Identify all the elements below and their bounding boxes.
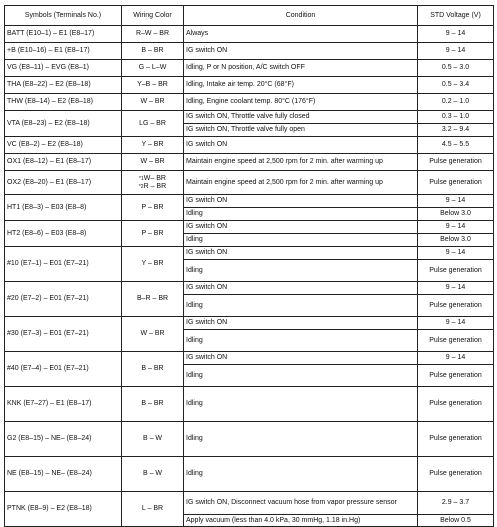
voltage-cell: Pulse generation	[418, 387, 494, 422]
footnote-marker: *1	[139, 175, 144, 182]
wiring-color-cell: R–W – BR	[122, 26, 184, 43]
symbol-cell: THW (E8–14) – E2 (E8–18)	[5, 94, 122, 111]
table-row	[5, 221, 494, 234]
condition-cell: Idling	[184, 365, 418, 387]
wiring-color-cell: B – BR	[122, 387, 184, 422]
table-row	[5, 94, 494, 111]
symbol-cell: THA (E8–22) – E2 (E8–18)	[5, 77, 122, 94]
symbol-cell: VTA (E8–23) – E2 (E8–18)	[5, 111, 122, 137]
condition-cell: IG switch ON	[184, 195, 418, 208]
wiring-color-cell: B – BR	[122, 352, 184, 387]
table-row	[5, 77, 494, 94]
condition-cell: Idling	[184, 295, 418, 317]
symbol-cell: VG (E8–11) – EVG (E8–1)	[5, 60, 122, 77]
table-row	[5, 282, 494, 295]
symbol-cell: HT2 (E8–6) – E03 (E8–8)	[5, 221, 122, 247]
voltage-cell: Pulse generation	[418, 295, 494, 317]
voltage-cell: 0.5 – 3.0	[418, 60, 494, 77]
symbol-cell: KNK (E7–27) – E1 (E8–17)	[5, 387, 122, 422]
table-header-row	[5, 6, 494, 26]
table-row	[5, 422, 494, 457]
voltage-cell: 2.9 – 3.7	[418, 492, 494, 515]
condition-cell: IG switch ON, Throttle valve fully open	[184, 124, 418, 137]
table-row	[5, 111, 494, 124]
voltage-cell: 9 – 14	[418, 221, 494, 234]
wiring-color-cell: B – BR	[122, 43, 184, 60]
condition-cell: Maintain engine speed at 2,500 rpm for 2 min. after warming up	[184, 154, 418, 171]
condition-cell: IG switch ON	[184, 317, 418, 330]
voltage-cell: Pulse generation	[418, 365, 494, 387]
symbol-cell: PTNK (E8–9) – E2 (E8–18)	[5, 492, 122, 527]
wiring-color-cell: B–R – BR	[122, 282, 184, 317]
voltage-cell: 9 – 14	[418, 247, 494, 260]
header-condition: Condition	[184, 6, 418, 26]
voltage-cell: Below 3.0	[418, 208, 494, 221]
symbol-cell: +B (E10–16) – E1 (E8–17)	[5, 43, 122, 60]
voltage-cell: 4.5 – 5.5	[418, 137, 494, 154]
voltage-cell: Pulse generation	[418, 330, 494, 352]
wiring-color-option-1: $^{*1}$W– BR	[139, 174, 166, 182]
voltage-cell: 0.5 – 3.4	[418, 77, 494, 94]
voltage-cell: Pulse generation	[418, 422, 494, 457]
header-std-voltage: STD Voltage (V)	[418, 6, 494, 26]
symbol-cell: #30 (E7–3) – E01 (E7–21)	[5, 317, 122, 352]
wiring-color-cell: Y – BR	[122, 137, 184, 154]
symbol-cell: OX2 (E8–20) – E1 (E8–17)	[5, 171, 122, 195]
symbol-cell: BATT (E10–1) – E1 (E8–17)	[5, 26, 122, 43]
voltage-cell: Pulse generation	[418, 457, 494, 492]
table-row	[5, 195, 494, 208]
voltage-cell: Pulse generation	[418, 154, 494, 171]
condition-cell: Always	[184, 26, 418, 43]
condition-cell: Idling	[184, 330, 418, 352]
condition-cell: Idling, Engine coolant temp. 80°C (176°F)	[184, 94, 418, 111]
table-row	[5, 247, 494, 260]
condition-cell: Idling	[184, 260, 418, 282]
wiring-color-cell: B – W	[122, 457, 184, 492]
voltage-cell: 9 – 14	[418, 43, 494, 60]
voltage-cell: 9 – 14	[418, 282, 494, 295]
wiring-color-cell: W – BR	[122, 317, 184, 352]
table-row	[5, 457, 494, 492]
table-row	[5, 171, 494, 195]
wiring-color-cell: LG – BR	[122, 111, 184, 137]
table-row	[5, 154, 494, 171]
condition-cell: IG switch ON	[184, 247, 418, 260]
wiring-color-cell: G – L–W	[122, 60, 184, 77]
voltage-cell: 9 – 14	[418, 26, 494, 43]
condition-cell: Idling	[184, 234, 418, 247]
wiring-color-cell: L – BR	[122, 492, 184, 527]
wiring-color-cell: P – BR	[122, 195, 184, 221]
voltage-cell: 9 – 14	[418, 352, 494, 365]
table-row	[5, 492, 494, 515]
table-row	[5, 137, 494, 154]
condition-cell: Maintain engine speed at 2,500 rpm for 2 min. after warming up	[184, 171, 418, 195]
condition-cell: Apply vacuum (less than 4.0 kPa, 30 mmHg, 1.18 in.Hg)	[184, 515, 418, 527]
condition-cell: Idling	[184, 457, 418, 492]
header-symbols: Symbols (Terminals No.)	[5, 6, 122, 26]
wiring-color-cell: Y–B – BR	[122, 77, 184, 94]
symbol-cell: #20 (E7–2) – E01 (E7–21)	[5, 282, 122, 317]
condition-cell: IG switch ON	[184, 43, 418, 60]
voltage-cell: 3.2 – 9.4	[418, 124, 494, 137]
wiring-color-option-2: $^{*2}$R – BR	[138, 182, 167, 190]
wiring-color-cell: W – BR	[122, 94, 184, 111]
footnote-marker: *2	[138, 183, 144, 190]
condition-cell: IG switch ON	[184, 352, 418, 365]
condition-cell: Idling	[184, 387, 418, 422]
condition-cell: Idling, P or N position, A/C switch OFF	[184, 60, 418, 77]
table-row	[5, 387, 494, 422]
wiring-color-cell: W – BR	[122, 154, 184, 171]
symbol-cell: #10 (E7–1) – E01 (E7–21)	[5, 247, 122, 282]
table-row	[5, 43, 494, 60]
symbol-cell: VC (E8–2) – E2 (E8–18)	[5, 137, 122, 154]
table-row	[5, 26, 494, 43]
voltage-cell: Pulse generation	[418, 171, 494, 195]
table-row	[5, 60, 494, 77]
voltage-cell: 9 – 14	[418, 195, 494, 208]
wiring-color-cell: P – BR	[122, 221, 184, 247]
condition-cell: IG switch ON, Throttle valve fully closed	[184, 111, 418, 124]
voltage-cell: Below 0.5	[418, 515, 494, 527]
symbol-cell: G2 (E8–15) – NE– (E8–24)	[5, 422, 122, 457]
condition-cell: Idling	[184, 208, 418, 221]
symbol-cell: HT1 (E8–3) – E03 (E8–8)	[5, 195, 122, 221]
voltage-cell: 9 – 14	[418, 317, 494, 330]
symbol-cell: NE (E8–15) – NE– (E8–24)	[5, 457, 122, 492]
condition-cell: Idling	[184, 422, 418, 457]
voltage-cell: Pulse generation	[418, 260, 494, 282]
condition-cell: IG switch ON	[184, 221, 418, 234]
voltage-cell: Below 3.0	[418, 234, 494, 247]
wiring-color-cell	[122, 171, 184, 195]
symbol-cell: #40 (E7–4) – E01 (E7–21)	[5, 352, 122, 387]
table-row	[5, 317, 494, 330]
condition-cell: IG switch ON	[184, 282, 418, 295]
condition-cell: Idling, Intake air temp. 20°C (68°F)	[184, 77, 418, 94]
symbol-cell: OX1 (E8–12) – E1 (E8–17)	[5, 154, 122, 171]
voltage-cell: 0.3 – 1.0	[418, 111, 494, 124]
table-row	[5, 352, 494, 365]
condition-cell: IG switch ON	[184, 137, 418, 154]
wiring-color-cell: Y – BR	[122, 247, 184, 282]
voltage-cell: 0.2 – 1.0	[418, 94, 494, 111]
terminal-voltage-table	[4, 5, 494, 527]
wiring-color-cell: B – W	[122, 422, 184, 457]
condition-cell: IG switch ON, Disconnect vacuum hose from vapor pressure sensor	[184, 492, 418, 515]
header-wiring-color: Wiring Color	[122, 6, 184, 26]
